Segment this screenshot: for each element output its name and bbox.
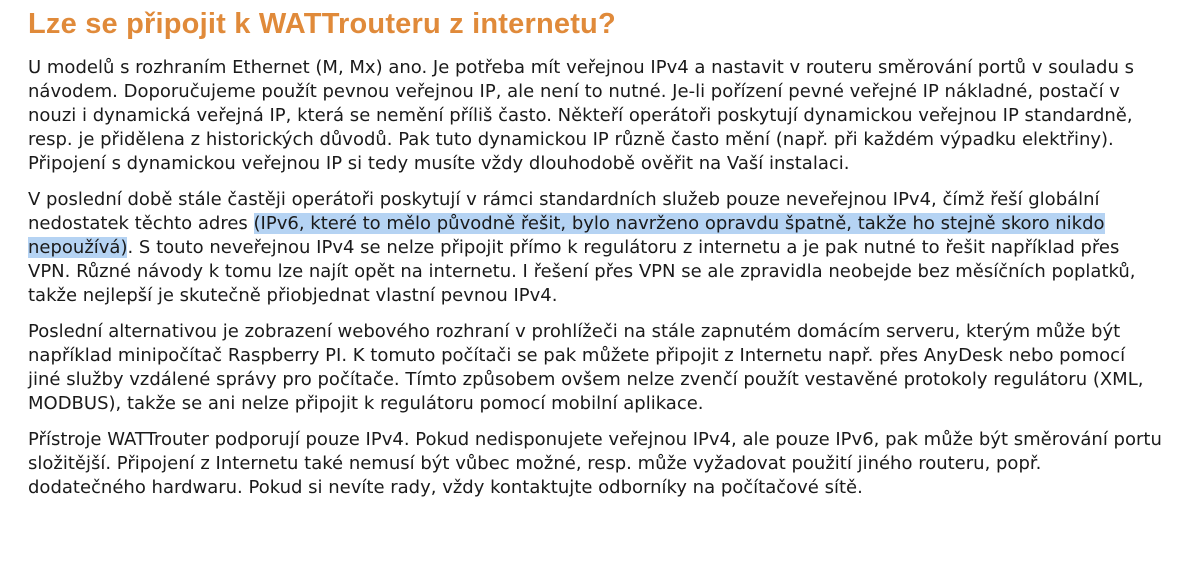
paragraph-alternative: Poslední alternativou je zobrazení webového rozhraní v prohlížeči na stále zapnutém domácím serveru, kterým může být například minipočítač Raspberry PI. K tomuto počítači se pak můžete připojit z Internetu např. přes AnyDesk nebo pomocí jiné služby vzdálené správy pro počítače. Tímto způsobem ovšem nelze zvenčí použít vestavěné protokoly regulátoru (XML, MODBUS), takže se ani nelze připojit k regulátoru pomocí mobilní aplikace. xyxy=(28,321,1144,414)
selected-text-highlight[interactable]: (IPv6, které to mělo původně řešit, bylo navrženo opravdu špatně, takže ho stejně skoro nikdo nepoužívá) xyxy=(28,213,1105,258)
article-heading: Lze se připojit k WATTrouteru z internetu? xyxy=(28,8,616,40)
paragraph-text-after: . S touto neveřejnou IPv4 se nelze připojit přímo k regulátoru z internetu a je pak nutné to řešit například přes VPN. Různé návody k tomu lze najít opět na internetu. I řešení přes VPN se ale zpravidla neobejde bez měsíčních poplatků, takže nejlepší je skutečně přiobjednat vlastní pevnou IPv4. xyxy=(28,237,1136,306)
paragraph-ethernet: U modelů s rozhraním Ethernet (M, Mx) ano. Je potřeba mít veřejnou IPv4 a nastavit v routeru směrování portů v souladu s návodem. Doporučujeme použít pevnou veřejnou IP, ale není to nutné. Je-li pořízení pevné veřejné IP nákladné, postačí v nouzi i dynamická veřejná IP, která se nemění příliš často. Někteří operátoři poskytují dynamickou veřejnou IP standardně, resp. je přidělena z historických důvodů. Pak tuto dynamickou IP různě často mění (např. při každém výpadku elektřiny). Připojení s dynamickou veřejnou IP si tedy musíte vždy dlouhodobě ověřit na Vaší instalaci. xyxy=(28,57,1134,174)
paragraph-text-before: V poslední době stále častěji operátoři poskytují v rámci standardních služeb pouze neveřejnou IPv4, čímž řeší globální nedostatek těchto adres xyxy=(28,189,1100,234)
paragraph-ipv4-only: Přístroje WATTrouter podporují pouze IPv4. Pokud nedisponujete veřejnou IPv4, ale pouze IPv6, pak může být směrování portu složitější. Připojení z Internetu také nemusí být vůbec možné, resp. může vyžadovat použití jiného routeru, popř. dodatečného hardwaru. Pokud si nevíte rady, vždy kontaktujte odborníky na počítačové sítě. xyxy=(28,429,1162,498)
paragraph-nonpublic-ipv4 xyxy=(28,188,1163,308)
